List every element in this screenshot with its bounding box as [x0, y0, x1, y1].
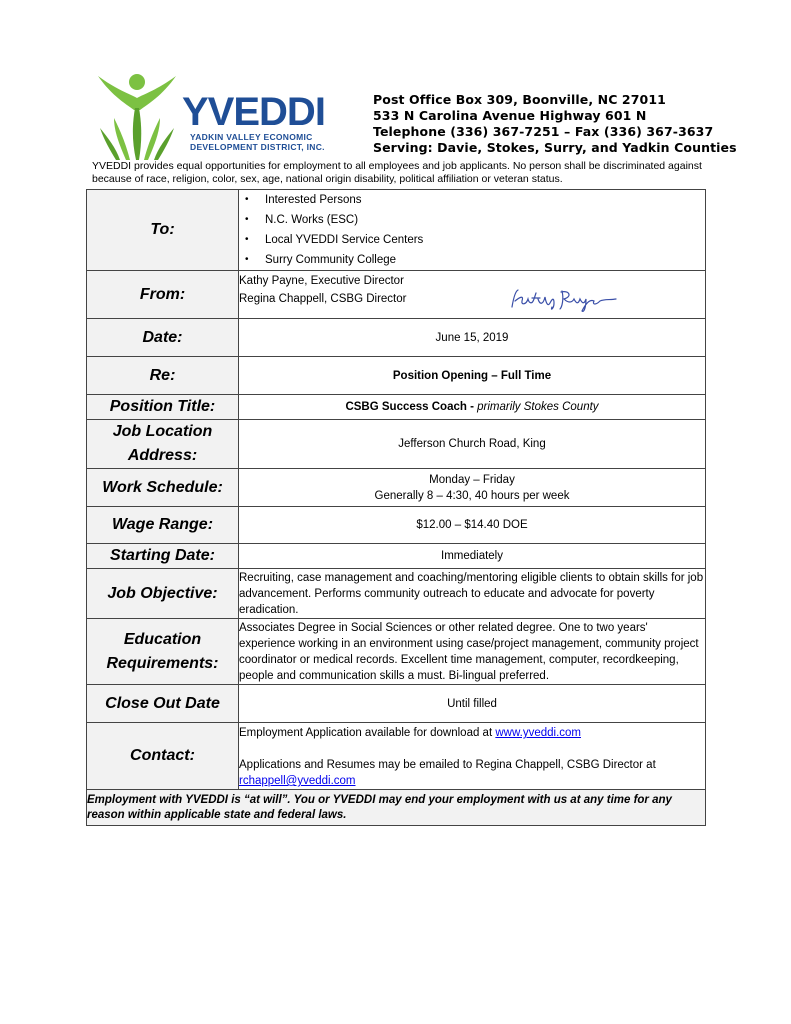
address-line: Post Office Box 309, Boonville, NC 27011 [373, 92, 666, 107]
yveddi-logo [92, 70, 332, 162]
website-link[interactable]: www.yveddi.com [495, 727, 581, 739]
from-line: Kathy Payne, Executive Director [239, 275, 404, 287]
education-value: Associates Degree in Social Sciences or other related degree. One to two years' experience working in an environment using case/project management, community project coordinator or medical records. Excellent time management, computer, recordkeeping, people and communication skills a must. Bi-lingual preferred. [239, 619, 706, 685]
row-starting-date [87, 544, 706, 569]
recipients-list [239, 190, 706, 271]
label-close-out: Close Out Date [87, 685, 239, 723]
contact-line: Applications and Resumes may be emailed to Regina Chappell, CSBG Director at rchappell@yveddi.com [239, 759, 656, 787]
eeo-statement: YVEDDI provides equal opportunities for employment to all employees and job applicants. No person shall be discriminated against because of race, religion, color, sex, age, national origin disability, political affiliation or veteran status. [92, 160, 702, 185]
at-will-note: Employment with YVEDDI is “at will”. You or YVEDDI may end your employment with us at any time for any reason within applicable state and federal laws. [87, 790, 706, 826]
header-address [373, 92, 737, 156]
from-value [239, 271, 706, 319]
row-footer [87, 790, 706, 826]
label-re: Re: [87, 357, 239, 395]
job-posting-table [86, 189, 706, 826]
label-to: To: [87, 190, 239, 271]
contact-value [239, 723, 706, 790]
re-value: Position Opening – Full Time [239, 357, 706, 395]
row-wage-range [87, 507, 706, 544]
label-contact: Contact: [87, 723, 239, 790]
address-line: 533 N Carolina Avenue Highway 601 N [373, 108, 647, 123]
close-out-value: Until filled [239, 685, 706, 723]
label-from: From: [87, 271, 239, 319]
job-location-value: Jefferson Church Road, King [239, 420, 706, 469]
row-date [87, 319, 706, 357]
position-title-value: CSBG Success Coach - primarily Stokes County [239, 395, 706, 420]
row-contact [87, 723, 706, 790]
row-close-out [87, 685, 706, 723]
email-link[interactable]: rchappell@yveddi.com [239, 775, 356, 787]
row-re [87, 357, 706, 395]
label-wage-range: Wage Range: [87, 507, 239, 544]
service-area-line: Serving: Davie, Stokes, Surry, and Yadkin Counties [373, 140, 737, 155]
list-item: • N.C. Works (ESC) [265, 210, 705, 230]
label-education: Education Requirements: [87, 619, 239, 685]
contact-line: Employment Application available for download at www.yveddi.com [239, 727, 581, 739]
label-job-location: Job Location Address: [87, 420, 239, 469]
row-position-title [87, 395, 706, 420]
list-item: • Local YVEDDI Service Centers [265, 230, 705, 250]
leaf-figure-icon [92, 70, 182, 162]
row-work-schedule [87, 469, 706, 507]
row-job-objective [87, 569, 706, 619]
job-objective-value: Recruiting, case management and coaching/mentoring eligible clients to obtain skills for job advancement. Performs community outreach to educate and advocate for poverty eradication. [239, 569, 706, 619]
row-education [87, 619, 706, 685]
label-starting-date: Starting Date: [87, 544, 239, 569]
label-work-schedule: Work Schedule: [87, 469, 239, 507]
date-value: June 15, 2019 [239, 319, 706, 357]
label-date: Date: [87, 319, 239, 357]
phone-line: Telephone (336) 367-7251 – Fax (336) 367-3637 [373, 124, 714, 139]
signature-image [510, 287, 620, 313]
row-to [87, 190, 706, 271]
work-schedule-value: Monday – Friday Generally 8 – 4:30, 40 hours per week [239, 469, 706, 507]
logo-subtitle: YADKIN VALLEY ECONOMIC DEVELOPMENT DISTRICT, INC. [190, 132, 325, 152]
row-job-location [87, 420, 706, 469]
list-item: • Interested Persons [265, 190, 705, 210]
logo-wordmark: YVEDDI [182, 90, 325, 134]
label-job-objective: Job Objective: [87, 569, 239, 619]
list-item: • Surry Community College [265, 250, 705, 270]
from-line: Regina Chappell, CSBG Director [239, 293, 407, 305]
label-position-title: Position Title: [87, 395, 239, 420]
starting-date-value: Immediately [239, 544, 706, 569]
wage-range-value: $12.00 – $14.40 DOE [239, 507, 706, 544]
